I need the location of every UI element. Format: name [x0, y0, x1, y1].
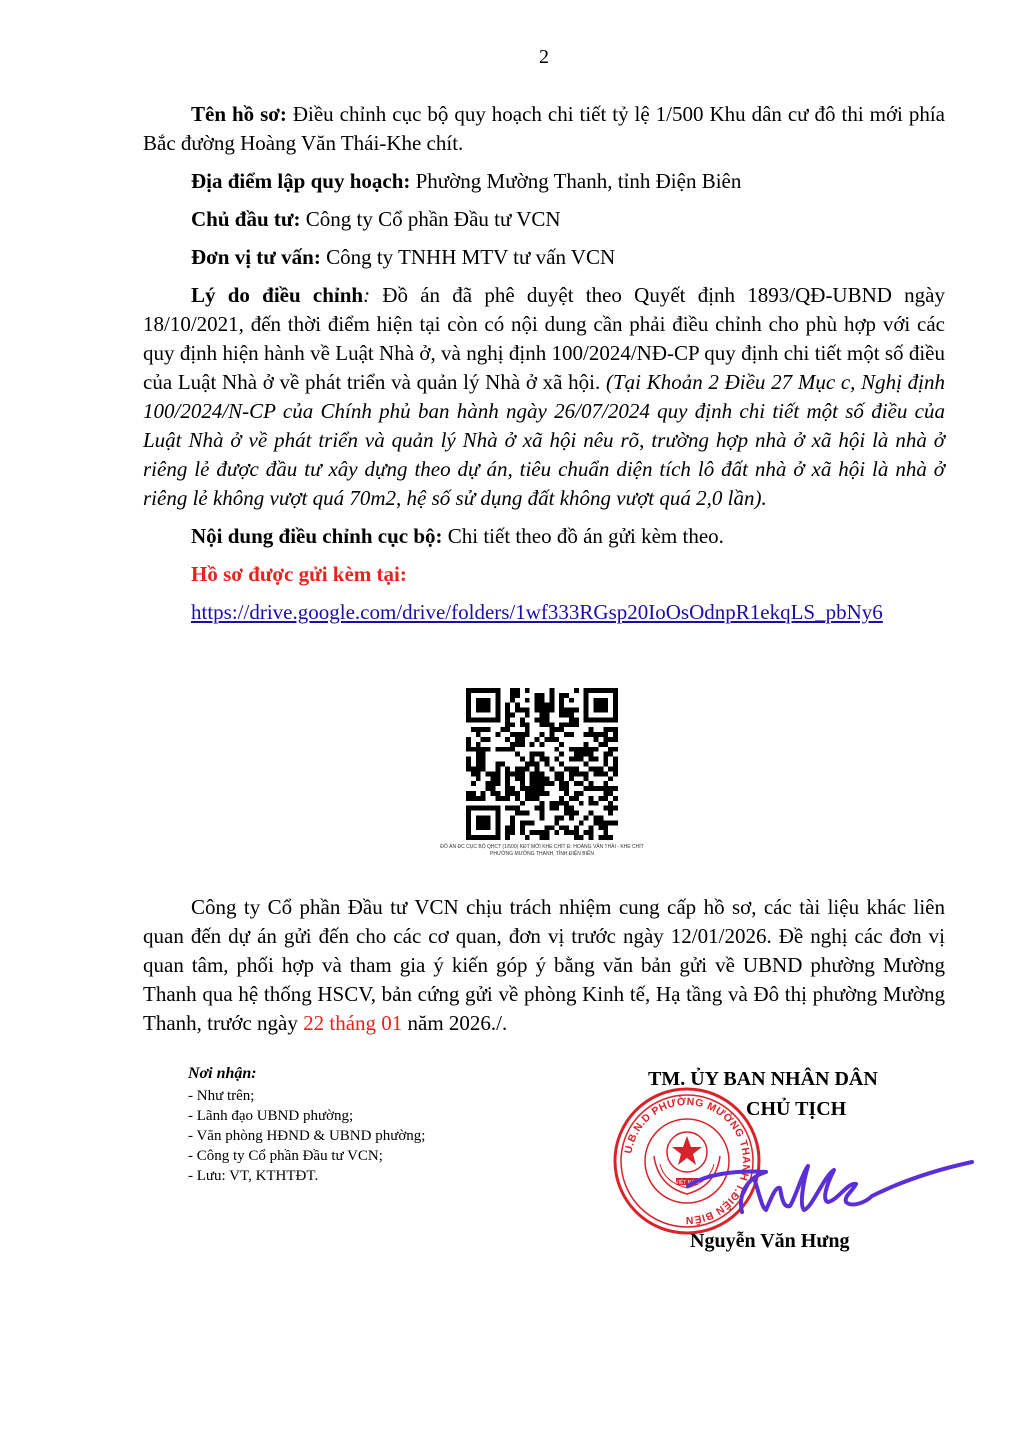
field-value: Điều chỉnh cục bộ quy hoạch chi tiết tỷ lệ 1/500 Khu dân cư đô thi mới phía Bắc đường Hoàng Văn Thái-Khe chít. — [143, 102, 945, 155]
closing-paragraph — [143, 893, 945, 1038]
closing-text: Công ty Cổ phần Đầu tư VCN chịu trách nhiệm cung cấp hồ sơ, các tài liệu khác liên quan đến dự án gửi đến cho các cơ quan, đơn vị trước ngày 12/01/2026. Đề nghị các đơn vị quan tâm, phối hợp và tham gia ý kiến góp ý bằng văn bản gửi về UBND phường Mường Thanh qua hệ thống HSCV, bản cứng gửi về phòng Kinh tế, Hạ tầng và Đô thị phường Mường Thanh, trước ngày — [143, 895, 945, 1035]
field-investor — [143, 205, 945, 234]
content-label: Nội dung điều chỉnh cục bộ: — [191, 524, 443, 548]
field-value: Phường Mường Thanh, tỉnh Điện Biên — [410, 169, 742, 193]
field-value: Công ty TNHH MTV tư vấn VCN — [320, 245, 616, 269]
reason-paragraph — [143, 281, 945, 513]
signer-name: Nguyễn Văn Hưng — [690, 1230, 850, 1252]
qr-caption-line: ĐỒ ÁN ĐC CỤC BỘ QHCT (1/500) KĐT MỚI KHE CHÍT Đ. HOÀNG VĂN THÁI - KHE CHÍT — [440, 844, 644, 850]
recipient-item: - Như trên; — [188, 1088, 255, 1104]
attachment-label: Hồ sơ được gửi kèm tại: — [191, 562, 407, 586]
deadline-date: 22 tháng 01 — [303, 1011, 403, 1035]
attachment-drive-link[interactable]: https://drive.google.com/drive/folders/1wf333RGsp20IoOsOdnpR1ekqLS_pbNy6 — [191, 600, 883, 624]
field-value: Công ty Cổ phần Đầu tư VCN — [300, 207, 561, 231]
field-consultant — [143, 243, 945, 272]
field-planning-location — [143, 167, 945, 196]
field-label: Chủ đầu tư: — [191, 207, 301, 231]
attachment-heading — [143, 560, 945, 589]
field-content — [143, 522, 945, 551]
recipient-item: - Lưu: VT, KTHTĐT. — [188, 1168, 319, 1184]
signature-title-line: TM. ỦY BAN NHÂN DÂN — [648, 1068, 878, 1090]
qr-caption — [437, 844, 647, 858]
closing-text-end: năm 2026./. — [402, 1011, 508, 1035]
field-record-name — [143, 100, 945, 158]
qr-caption-line: PHƯỜNG MƯỜNG THANH, TỈNH ĐIỆN BIÊN — [490, 851, 594, 857]
recipient-item: - Văn phòng HĐND & UBND phường; — [188, 1128, 426, 1144]
seal-inner-text: VIỆT NAM — [675, 1180, 699, 1186]
reason-legal-citation: (Tại Khoản 2 Điều 27 Mục c, Nghị định 100/2024/N-CP của Chính phủ ban hành ngày 26/07/2024 quy định chi tiết một số điều của Luật Nhà ở về phát triển và quản lý Nhà ở xã hội nêu rõ, trường hợp nhà ở xã hội là nhà ở riêng lẻ được đầu tư xây dựng theo dự án, tiêu chuẩn diện tích lô đất nhà ở xã hội là nhà ở riêng lẻ không vượt quá 70m2, hệ số sử dụng đất không vượt quá 2,0 lần). — [143, 370, 945, 510]
seal-text: U.B.N.D PHƯỜNG MƯỜNG THANH T.ĐIỆN BIÊN — [622, 1095, 753, 1227]
recipient-item: - Công ty Cổ phần Đầu tư VCN; — [188, 1148, 383, 1164]
signature-block — [622, 1064, 948, 1264]
attachment-link-line — [143, 598, 945, 634]
document-body — [143, 100, 945, 634]
field-label: Đơn vị tư vấn: — [191, 245, 321, 269]
reason-colon: : — [363, 283, 371, 307]
recipients-heading: Nơi nhận: — [188, 1065, 257, 1082]
field-label: Địa điểm lập quy hoạch: — [191, 169, 411, 193]
signature-title-line: CHỦ TỊCH — [746, 1098, 847, 1120]
page-number: 2 — [539, 46, 549, 68]
reason-text: Đồ án đã phê duyệt theo Quyết định 1893/QĐ-UBND ngày 18/10/2021, đến thời điểm hiện tại còn có nội dung cần phải điều chỉnh cho phù hợp với các quy định hiện hành về Luật Nhà ở, và nghị định 100/2024/NĐ-CP quy định chi tiết một số điều của Luật Nhà ở về phát triển và quản lý Nhà ở xã hội. — [143, 283, 945, 394]
handwritten-signature-icon — [676, 1156, 976, 1226]
content-value: Chi tiết theo đồ án gửi kèm theo. — [442, 524, 724, 548]
field-label: Tên hồ sơ: — [191, 102, 287, 126]
recipient-item: - Lãnh đạo UBND phường; — [188, 1108, 354, 1124]
qr-code-block — [437, 688, 647, 873]
qr-code-image — [466, 688, 618, 840]
recipients-block — [188, 1064, 518, 1186]
reason-label: Lý do điều chỉnh — [191, 283, 364, 307]
